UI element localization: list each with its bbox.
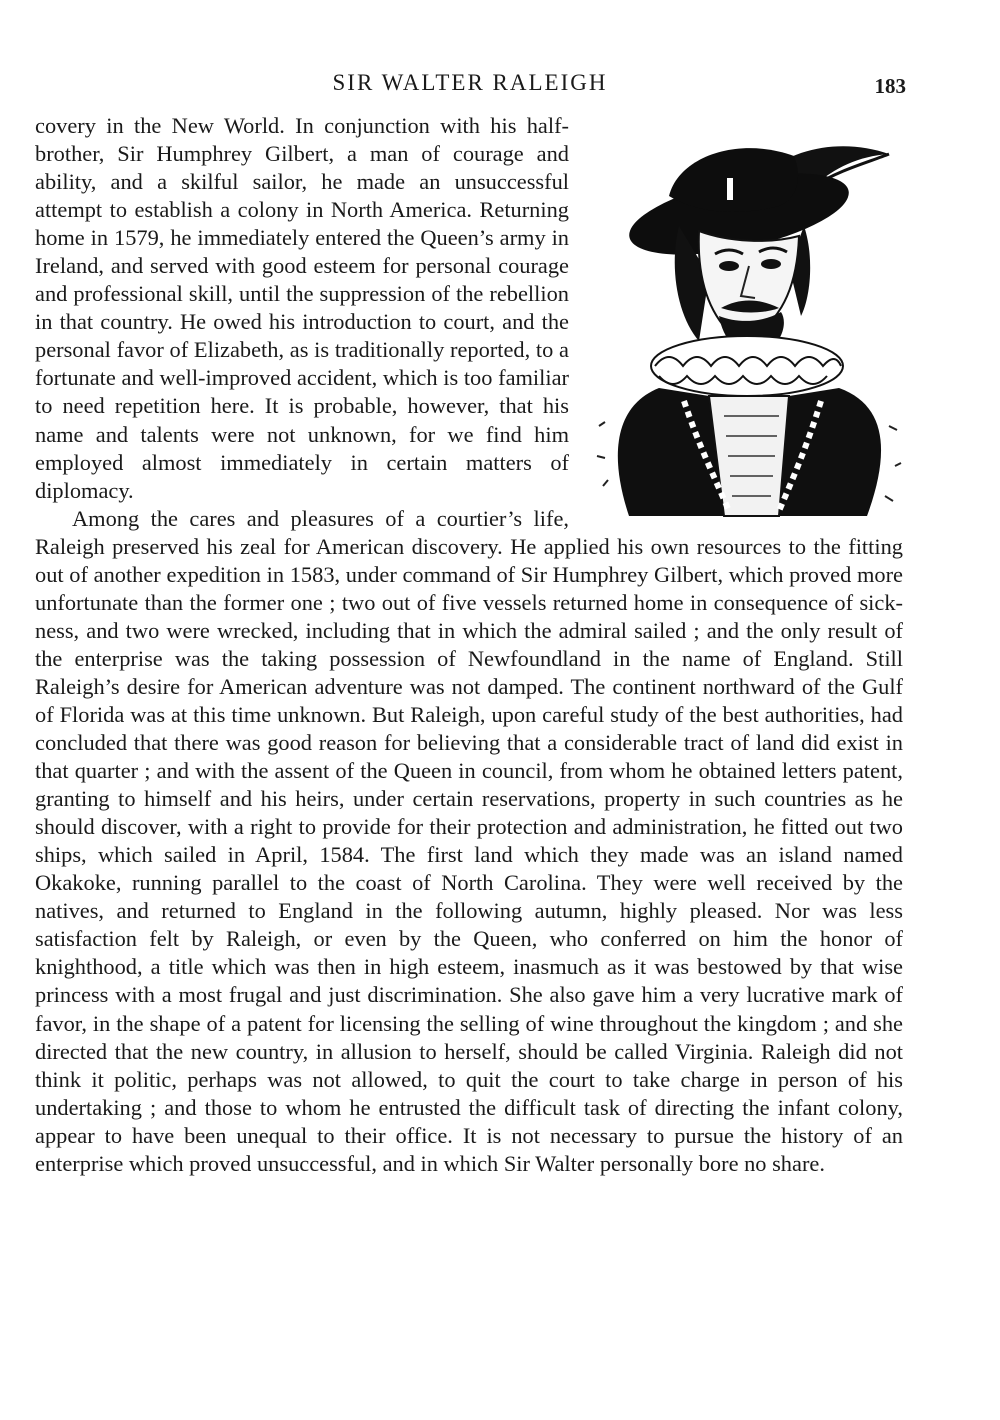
page-header (0, 70, 1000, 110)
paragraph-2: Among the cares and pleasures of a courtier’s life, Raleigh preserved his zeal for American discovery. He applied his own resources to the fitting out of another expedition in 1583, under command of Sir Humphrey Gilbert, which proved more unfortunate than the former one ; two out of five vessels returned home in consequence of sickness, and two were wrecked, including that in which the admiral sailed ; and the only result of the enterprise was the taking possession of Newfoundland in the name of England. Still Raleigh’s desire for American adventure was not damped. The continent northward of the Gulf of Florida was at this time unknown. But Raleigh, upon careful study of the best authorities, had concluded that there was good reason for believing that a considerable tract of land did exist in that quarter ; and with the assent of the Queen in council, from whom he obtained letters patent, granting to himself and his heirs, under certain reservations, property in such countries as he should discover, with a right to provide for their protection and administration, he fitted out two ships, which sailed in April, 1584. The first land which they made was an island named Okakoke, running parallel to the coast of North Carolina. They were well received by the natives, and returned to England in the following autumn, highly pleased. Nor was less satisfaction felt by Raleigh, or even by the Queen, who conferred on him the honor of knighthood, a title which was then in high esteem, inasmuch as it was bestowed by that wise princess with a most frugal and just discrimination. She also gave him a very lucrative mark of favor, in the shape of a patent for licensing the selling of wine throughout the kingdom ; and she directed that the new country, in allusion to herself, should be called Virginia. Raleigh did not think it politic, perhaps was not allowed, to quit the court to take charge in person of his undertaking ; and those to whom he entrusted the difficult task of directing the infant colony, appear to have been unequal to their office. It is not necessary to pursue the history of an enterprise which proved unsuccessful, and in which Sir Walter personally bore no share. (35, 505, 903, 1176)
paragraph-1: covery in the New World. In conjunction with his half-brother, Sir Humphrey Gilbert, a man of courage and ability, and a skilful sailor, he made an unsuccessful attempt to establish a colony in North America. Returning home in 1579, he immediately entered the Queen’s army in Ireland, and served with good esteem for personal courage and professional skill, until the suppression of the rebellion in that country. He owed his introduction to court, and the personal favor of Elizabeth, as is traditionally reported, to a fortunate and well-improved accident, which is too familiar to need repetition here. It is probable, however, that his name and talents were not unknown, for we find him employed almost immediately in certain matters of diplomacy. (35, 113, 569, 503)
portrait-engraving-icon (589, 126, 911, 522)
body-text (35, 112, 903, 1178)
page-number: 183 (874, 74, 906, 98)
running-title: SIR WALTER RALEIGH (332, 70, 608, 95)
raleigh-portrait-image (589, 126, 911, 522)
